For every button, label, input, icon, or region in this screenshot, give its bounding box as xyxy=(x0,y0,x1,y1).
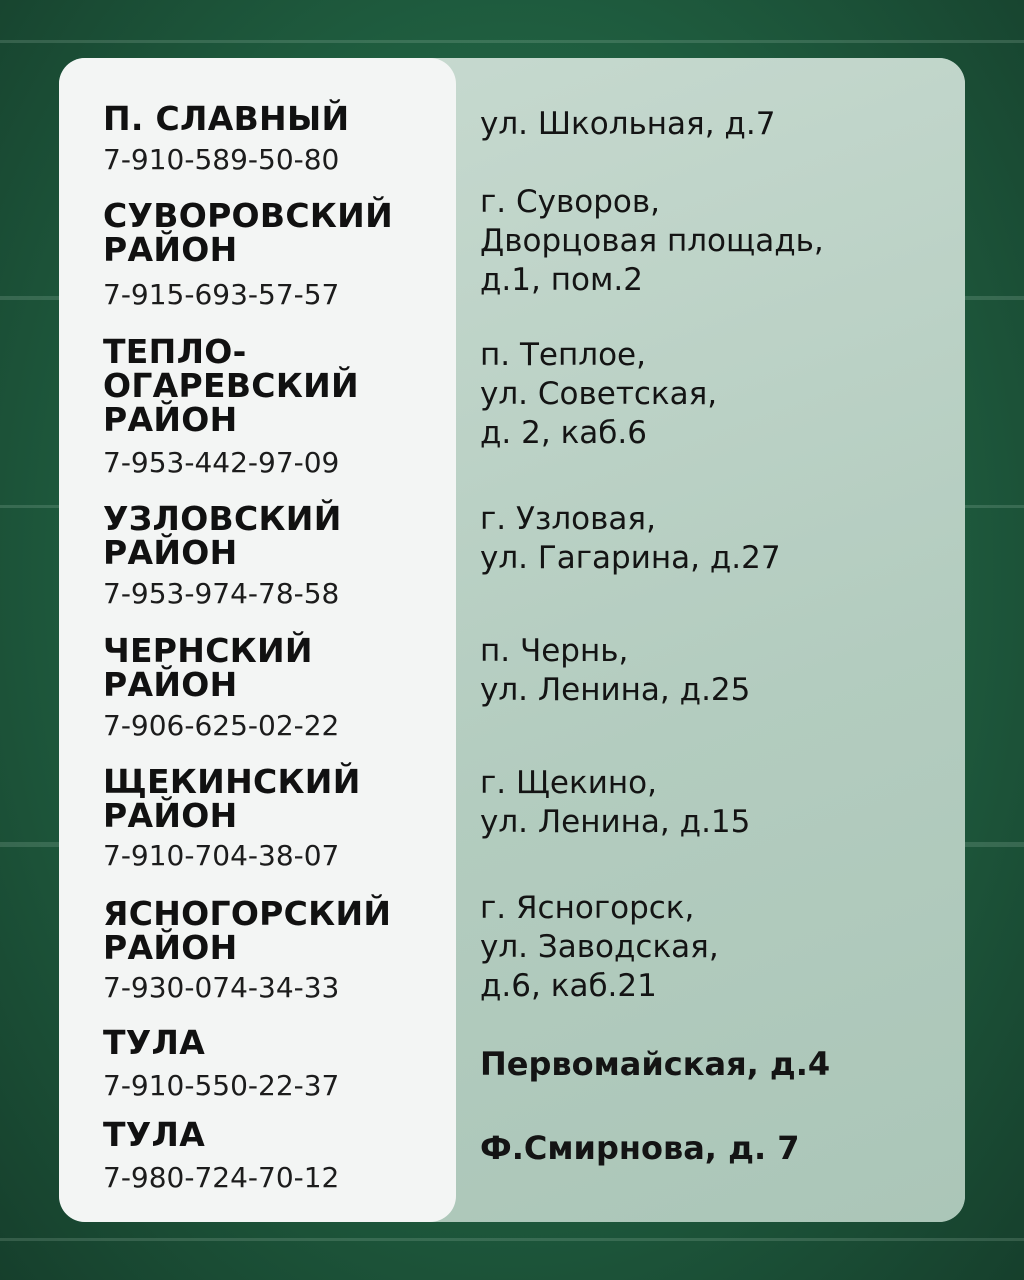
phone-number: 7-915-693-57-57 xyxy=(103,278,340,311)
district-name: ЩЕКИНСКИЙ РАЙОН xyxy=(103,762,361,835)
address: г. Узловая, ул. Гагарина, д.27 xyxy=(480,501,781,576)
address: г. Суворов, Дворцовая площадь, д.1, пом.2 xyxy=(480,184,824,298)
address: Ф.Смирнова, д. 7 xyxy=(480,1129,800,1167)
phone-number: 7-980-724-70-12 xyxy=(103,1161,340,1194)
phone-number: 7-906-625-02-22 xyxy=(103,709,340,742)
phone-number: 7-953-442-97-09 xyxy=(103,446,340,479)
address: ул. Школьная, д.7 xyxy=(480,106,776,142)
contacts-card xyxy=(59,58,965,1222)
district-name: УЗЛОВСКИЙ РАЙОН xyxy=(103,499,342,572)
phone-number: 7-953-974-78-58 xyxy=(103,577,340,610)
address: Первомайская, д.4 xyxy=(480,1045,831,1083)
address: г. Ясногорск, ул. Заводская, д.6, каб.21 xyxy=(480,890,719,1004)
scanline-decoration xyxy=(0,1238,1024,1241)
district-name: СУВОРОВСКИЙ РАЙОН xyxy=(103,196,393,269)
address: п. Теплое, ул. Советская, д. 2, каб.6 xyxy=(480,337,718,451)
phone-number: 7-910-704-38-07 xyxy=(103,839,340,872)
district-name: ЧЕРНСКИЙ РАЙОН xyxy=(103,631,313,704)
district-name: ТУЛА xyxy=(103,1023,206,1062)
district-name: П. СЛАВНЫЙ xyxy=(103,99,350,138)
district-name: ТУЛА xyxy=(103,1115,206,1154)
phone-number: 7-930-074-34-33 xyxy=(103,971,340,1004)
scanline-decoration xyxy=(0,40,1024,43)
phone-number: 7-910-550-22-37 xyxy=(103,1069,340,1102)
district-name: ЯСНОГОРСКИЙ РАЙОН xyxy=(103,894,392,967)
address: п. Чернь, ул. Ленина, д.25 xyxy=(480,633,751,708)
address: г. Щекино, ул. Ленина, д.15 xyxy=(480,765,751,840)
phone-number: 7-910-589-50-80 xyxy=(103,143,340,176)
district-name: ТЕПЛО- ОГАРЕВСКИЙ РАЙОН xyxy=(103,332,359,439)
